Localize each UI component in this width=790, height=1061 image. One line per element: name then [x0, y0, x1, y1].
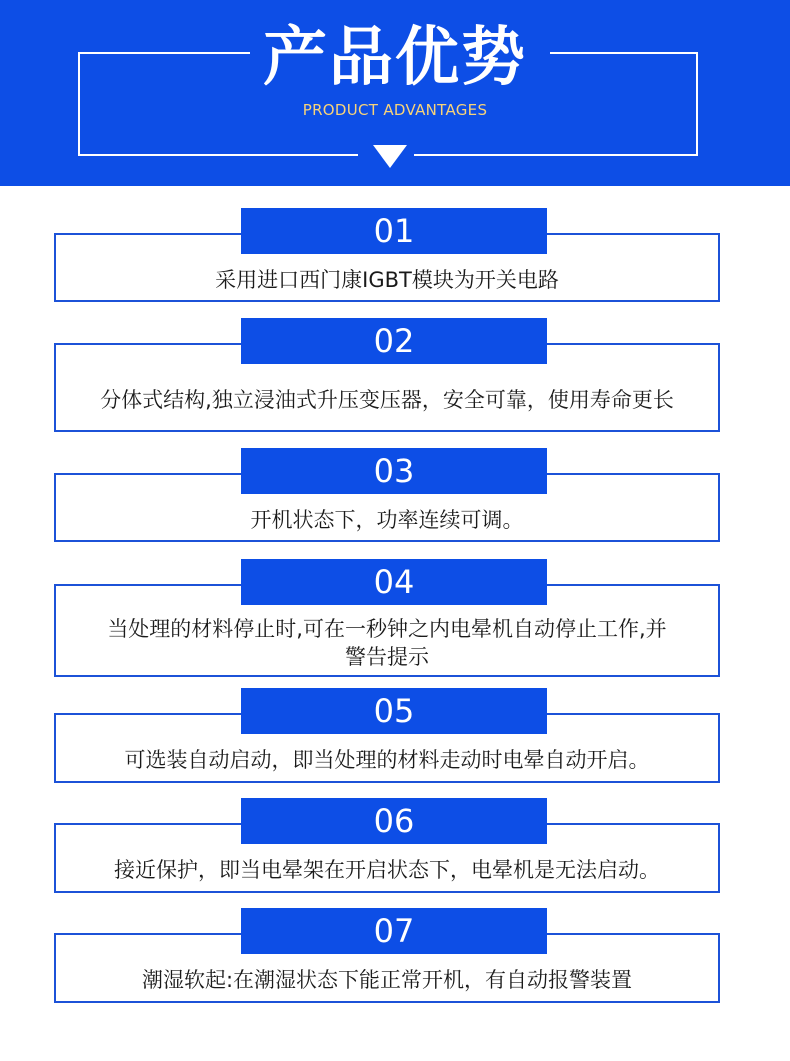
feature-number-badge: 04 — [241, 559, 547, 605]
feature-text: 采用进口西门康IGBT模块为开关电路 — [215, 267, 559, 292]
feature-number-badge: 02 — [241, 318, 547, 364]
header-banner — [0, 0, 790, 186]
feature-text: 接近保护，即当电晕架在开启状态下，电晕机是无法启动。 — [114, 858, 660, 882]
feature-text: 开机状态下，功率连续可调。 — [250, 507, 524, 532]
feature-number-badge: 01 — [241, 208, 547, 254]
feature-number-badge: 03 — [241, 448, 547, 494]
feature-text: 当处理的材料停止时,可在一秒钟之内电晕机自动停止工作,并警告提示 — [107, 616, 667, 669]
feature-number-badge: 07 — [241, 908, 547, 954]
arrow-down-icon — [373, 145, 407, 168]
feature-text: 潮湿软起:在潮湿状态下能正常开机，有自动报警装置 — [141, 968, 633, 992]
feature-text: 可选装自动启动，即当处理的材料走动时电晕自动开启。 — [124, 748, 650, 772]
feature-number-badge: 05 — [241, 688, 547, 734]
page-title: 产品优势 — [263, 21, 527, 95]
page-subtitle: PRODUCT ADVANTAGES — [302, 101, 488, 119]
feature-number-badge: 06 — [241, 798, 547, 844]
feature-text: 分体式结构,独立浸油式升压变压器，安全可靠，使用寿命更长 — [100, 387, 674, 412]
